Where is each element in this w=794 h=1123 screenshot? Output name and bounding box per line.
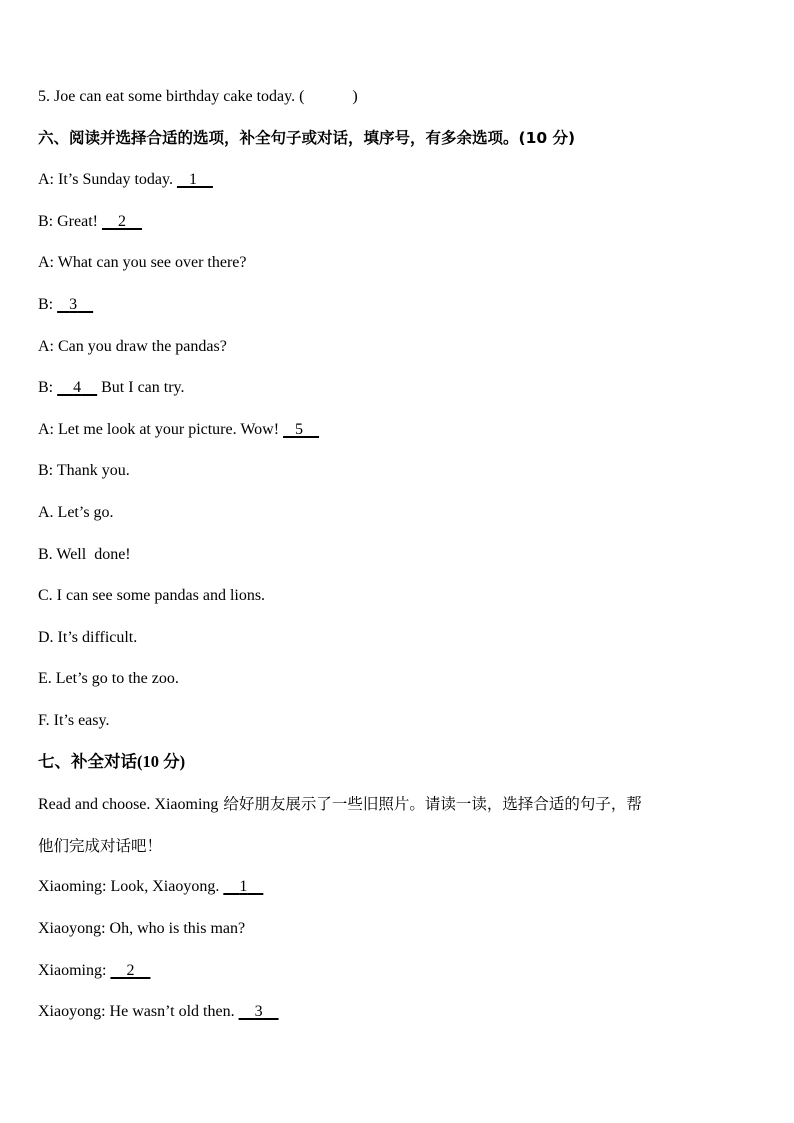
section-7-heading <box>38 752 185 772</box>
intro-chinese: 给好朋友展示了一些旧照片。请读一读，选择合适的句子，帮 <box>218 795 642 813</box>
dialogue-text: Let me look at your picture. Wow! <box>58 421 280 438</box>
speaker-label: B: <box>38 296 54 313</box>
dialogue-text: Can you draw the pandas? <box>58 338 227 355</box>
speaker-label: Xiaoming: <box>38 878 107 895</box>
speaker-label: B: <box>38 462 54 479</box>
dialogue-text: Look, Xiaoyong. <box>110 878 220 895</box>
blank-number: 5 <box>295 421 304 438</box>
blank-number: 1 <box>188 171 197 188</box>
question-5-text: 5. Joe can eat some birthday cake today. <box>38 88 296 105</box>
blank-number: 3 <box>254 1003 263 1020</box>
speaker-label: B: <box>38 379 54 396</box>
dialogue-line <box>38 295 93 315</box>
answer-blank[interactable] <box>177 170 213 190</box>
blank-number: 2 <box>126 962 135 979</box>
dialogue-line <box>38 253 247 273</box>
speaker-label: A: <box>38 421 54 438</box>
dialogue-line <box>38 1002 279 1022</box>
speaker-label: A: <box>38 254 54 271</box>
speaker-label: Xiaoming: <box>38 962 107 979</box>
speaker-label: B: <box>38 213 54 230</box>
section-7-intro-line-2: 他们完成对话吧！ <box>38 837 163 855</box>
dialogue-line <box>38 212 142 232</box>
option-e: E. Let’s go to the zoo. <box>38 670 179 687</box>
dialogue-text: Oh, who is this man? <box>109 920 246 937</box>
dialogue-line <box>38 378 185 398</box>
speaker-label: A: <box>38 171 54 188</box>
speaker-label: Xiaoyong: <box>38 920 106 937</box>
option-f: F. It’s easy. <box>38 712 110 729</box>
dialogue-line <box>38 961 150 981</box>
answer-blank[interactable] <box>223 877 263 897</box>
blank-number: 2 <box>117 213 126 230</box>
blank-number: 1 <box>239 878 248 895</box>
blank-number: 3 <box>69 296 78 313</box>
answer-parentheses: ( ) <box>299 88 358 105</box>
dialogue-line <box>38 170 213 190</box>
dialogue-text: Great! <box>57 213 98 230</box>
answer-blank[interactable] <box>102 212 142 232</box>
dialogue-line <box>38 420 319 440</box>
option-d: D. It’s difficult. <box>38 629 138 646</box>
option-c: C. I can see some pandas and lions. <box>38 587 266 604</box>
question-5 <box>38 87 358 107</box>
dialogue-line <box>38 877 263 897</box>
speaker-label: A: <box>38 338 54 355</box>
dialogue-line <box>38 461 130 481</box>
section-6-heading: 六、阅读并选择合适的选项，补全句子或对话，填序号，有多余选项。(10 分) <box>38 129 576 147</box>
option-a: A. Let’s go. <box>38 504 114 521</box>
dialogue-line <box>38 919 245 939</box>
blank-number: 4 <box>73 379 82 396</box>
option-b: B. Well done! <box>38 546 131 563</box>
answer-blank[interactable] <box>110 961 150 981</box>
dialogue-text: Thank you. <box>56 462 130 479</box>
intro-english: Read and choose. Xiaoming <box>38 796 219 813</box>
dialogue-text: He wasn’t old then. <box>109 1003 235 1020</box>
section-7-heading-text: 七、补全对话(10 分) <box>38 752 186 771</box>
dialogue-line <box>38 337 227 357</box>
section-7-intro-line-1 <box>38 794 642 815</box>
answer-blank[interactable] <box>57 378 97 398</box>
answer-blank[interactable] <box>239 1002 279 1022</box>
speaker-label: Xiaoyong: <box>38 1003 106 1020</box>
answer-blank[interactable] <box>283 420 319 440</box>
dialogue-text: What can you see over there? <box>57 254 247 271</box>
answer-blank[interactable] <box>57 295 93 315</box>
dialogue-text: But I can try. <box>101 379 185 396</box>
dialogue-text: It’s Sunday today. <box>58 171 173 188</box>
